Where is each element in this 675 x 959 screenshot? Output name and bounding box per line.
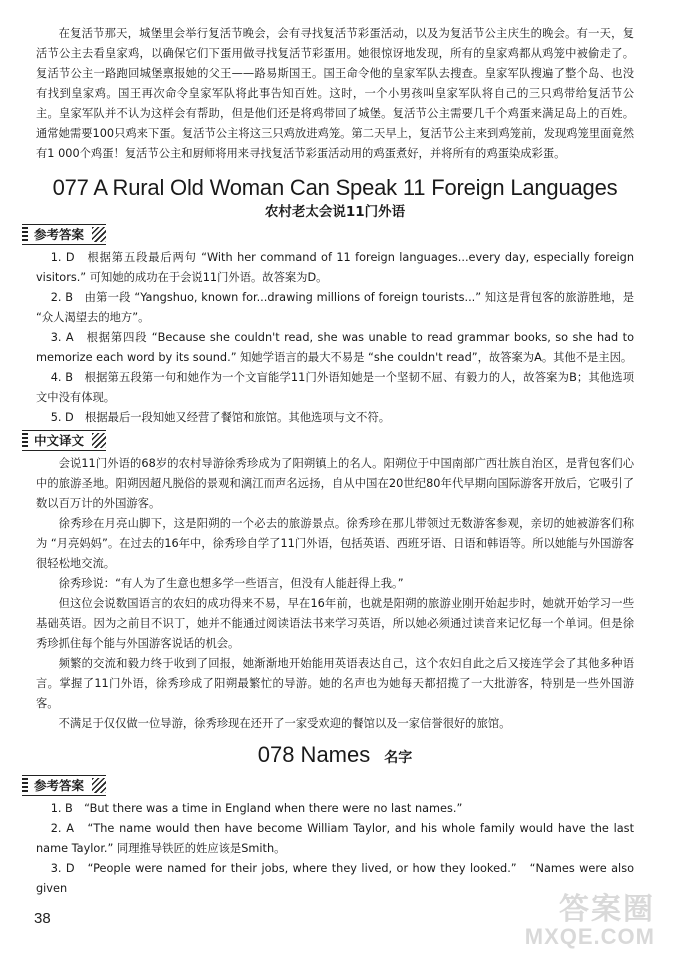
answer-077-2: 2. B 由第一段 “Yangshuo, known for...drawing millions of foreign tourists...” 知这是背包客的旅游胜地，是 “众人渴望去的地方”。: [36, 291, 634, 324]
translation-label-row-077: [22, 430, 634, 452]
page-number: 38: [34, 910, 51, 927]
section-077-title: 077 A Rural Old Woman Can Speak 11 Foreign Languages: [52, 175, 618, 200]
section-078-title-zh: 名字: [384, 750, 413, 766]
answer-077-1: 1. D 根据第五段最后两句 “With her command of 11 foreign languages...every day, especially foreign visitors.” 可知她的成功在于会说11门外语。故答案为D。: [36, 251, 634, 284]
answer-077-5: 5. D 根据最后一段知她又经营了餐馆和旅馆。其他选项与文不符。: [50, 411, 391, 424]
watermark-logo: [493, 884, 663, 954]
translation-label-077: 中文译文: [22, 430, 106, 451]
translation-paragraph: 但这位会说数国语言的农妇的成功得来不易，早在16年前，也就是阳朔的旅游业刚开始起步时，她就开始学习一些基础英语。因为之前目不识丁，她并不能通过阅读语法书来学习英语，所以她必须通过读音来记忆每一个单词。但是徐秀珍抓住每个能与外国游客说话的机会。: [36, 597, 634, 650]
watermark-text-zh: 答案圈: [559, 892, 655, 927]
answers-label-row-077: [22, 224, 634, 246]
translation-paragraph: 徐秀珍说：“有人为了生意也想多学一些语言，但没有人能赶得上我。”: [58, 577, 404, 590]
translation-paragraph: 频繁的交流和毅力终于收到了回报，她渐渐地开始能用英语表达自己，这个农妇自此之后又接连学会了其他多种语言。掌握了11门外语，徐秀珍成了阳朔最繁忙的导游。她的名声也为她每天都招揽了一大批游客，特别是一些外国游客。: [36, 657, 634, 710]
translation-paragraph: 不满足于仅仅做一位导游，徐秀珍现在还开了一家受欢迎的餐馆以及一家信誉很好的旅馆。: [58, 717, 511, 730]
section-078-title-en: 078 Names: [257, 742, 371, 767]
story-continuation: 在复活节那天，城堡里会举行复活节晚会，会有寻找复活节彩蛋活动，以及为复活节公主庆生的晚会。有一天，复活节公主去看皇家鸡，以确保它们下蛋用做寻找复活节彩蛋用。她很惊讶地发现，所有的皇家鸡都从鸡笼中被偷走了。复活节公主一路跑回城堡禀报她的父王——路易斯国王。国王命令他的皇家军队去搜查。皇家军队搜遍了整个岛、也没有找到皇家鸡。国王再次命令皇家军队将此事告知百姓。这时，一个小男孩叫皇家军队将自己的三只鸡带给复活节公主。皇家军队并不认为这样会有帮助，但是他们还是将鸡带回了城堡。复活节公主需要几千个鸡蛋来满足岛上的百姓。通常她需要100只鸡来下蛋。复活节公主将这三只鸡放进鸡笼。第二天早上，复活节公主来到鸡笼前，发现鸡笼里面竟然有1 000个鸡蛋！复活节公主和厨师将用来寻找复活节彩蛋活动用的鸡蛋煮好，并将所有的鸡蛋染成彩蛋。: [36, 27, 634, 160]
answers-label-row-078: [22, 775, 634, 797]
section-078-title: [36, 740, 634, 773]
answers-label-078: 参考答案: [22, 775, 106, 796]
answer-078-1: 1. B “But there was a time in England when there were no last names.”: [50, 802, 463, 815]
answer-077-3: 3. A 根据第四段 “Because she couldn't read, she was unable to read grammar books, so she had to memorize each word by its sound.” 知她学语言的最大不易是 “she couldn't read”，故答案为A。其他不是主因。: [36, 331, 634, 364]
translation-paragraph: 会说11门外语的68岁的农村导游徐秀珍成为了阳朔镇上的名人。阳朔位于中国南部广西壮族自治区，是背包客们心中的旅游圣地。阳朔因超凡脱俗的景观和漓江而声名远扬，自从中国在20世纪80年代早期向国际游客开放后，它吸引了数以百万计的外国游客。: [36, 457, 634, 510]
answer-078-3: 3. D “People were named for their jobs, where they lived, or how they looked.” “Names were also given: [36, 862, 634, 895]
page-content: [36, 24, 634, 899]
answers-label-077: 参考答案: [22, 224, 106, 245]
answer-078-2: 2. A “The name would then have become William Taylor, and his whole family would have the last name Taylor.” 同理推导铁匠的姓应该是Smith。: [36, 822, 634, 855]
section-077-subtitle: 农村老太会说11门外语: [264, 204, 406, 220]
answer-077-4: 4. B 根据第五段第一句和她作为一个文盲能学11门外语知她是一个坚韧不屈、有毅力的人，故答案为B；其他选项文中没有体现。: [36, 371, 634, 404]
watermark-text-en: MXQE.COM: [524, 924, 655, 949]
translation-paragraph: 徐秀珍在月亮山脚下，这是阳朔的一个必去的旅游景点。徐秀珍在那儿带领过无数游客参观，亲切的她被游客们称为 “月亮妈妈”。在过去的16年中，徐秀珍自学了11门外语，包括英语、西班牙语、日语和韩语等。所以她能与外国游客很轻松地交流。: [36, 517, 634, 570]
